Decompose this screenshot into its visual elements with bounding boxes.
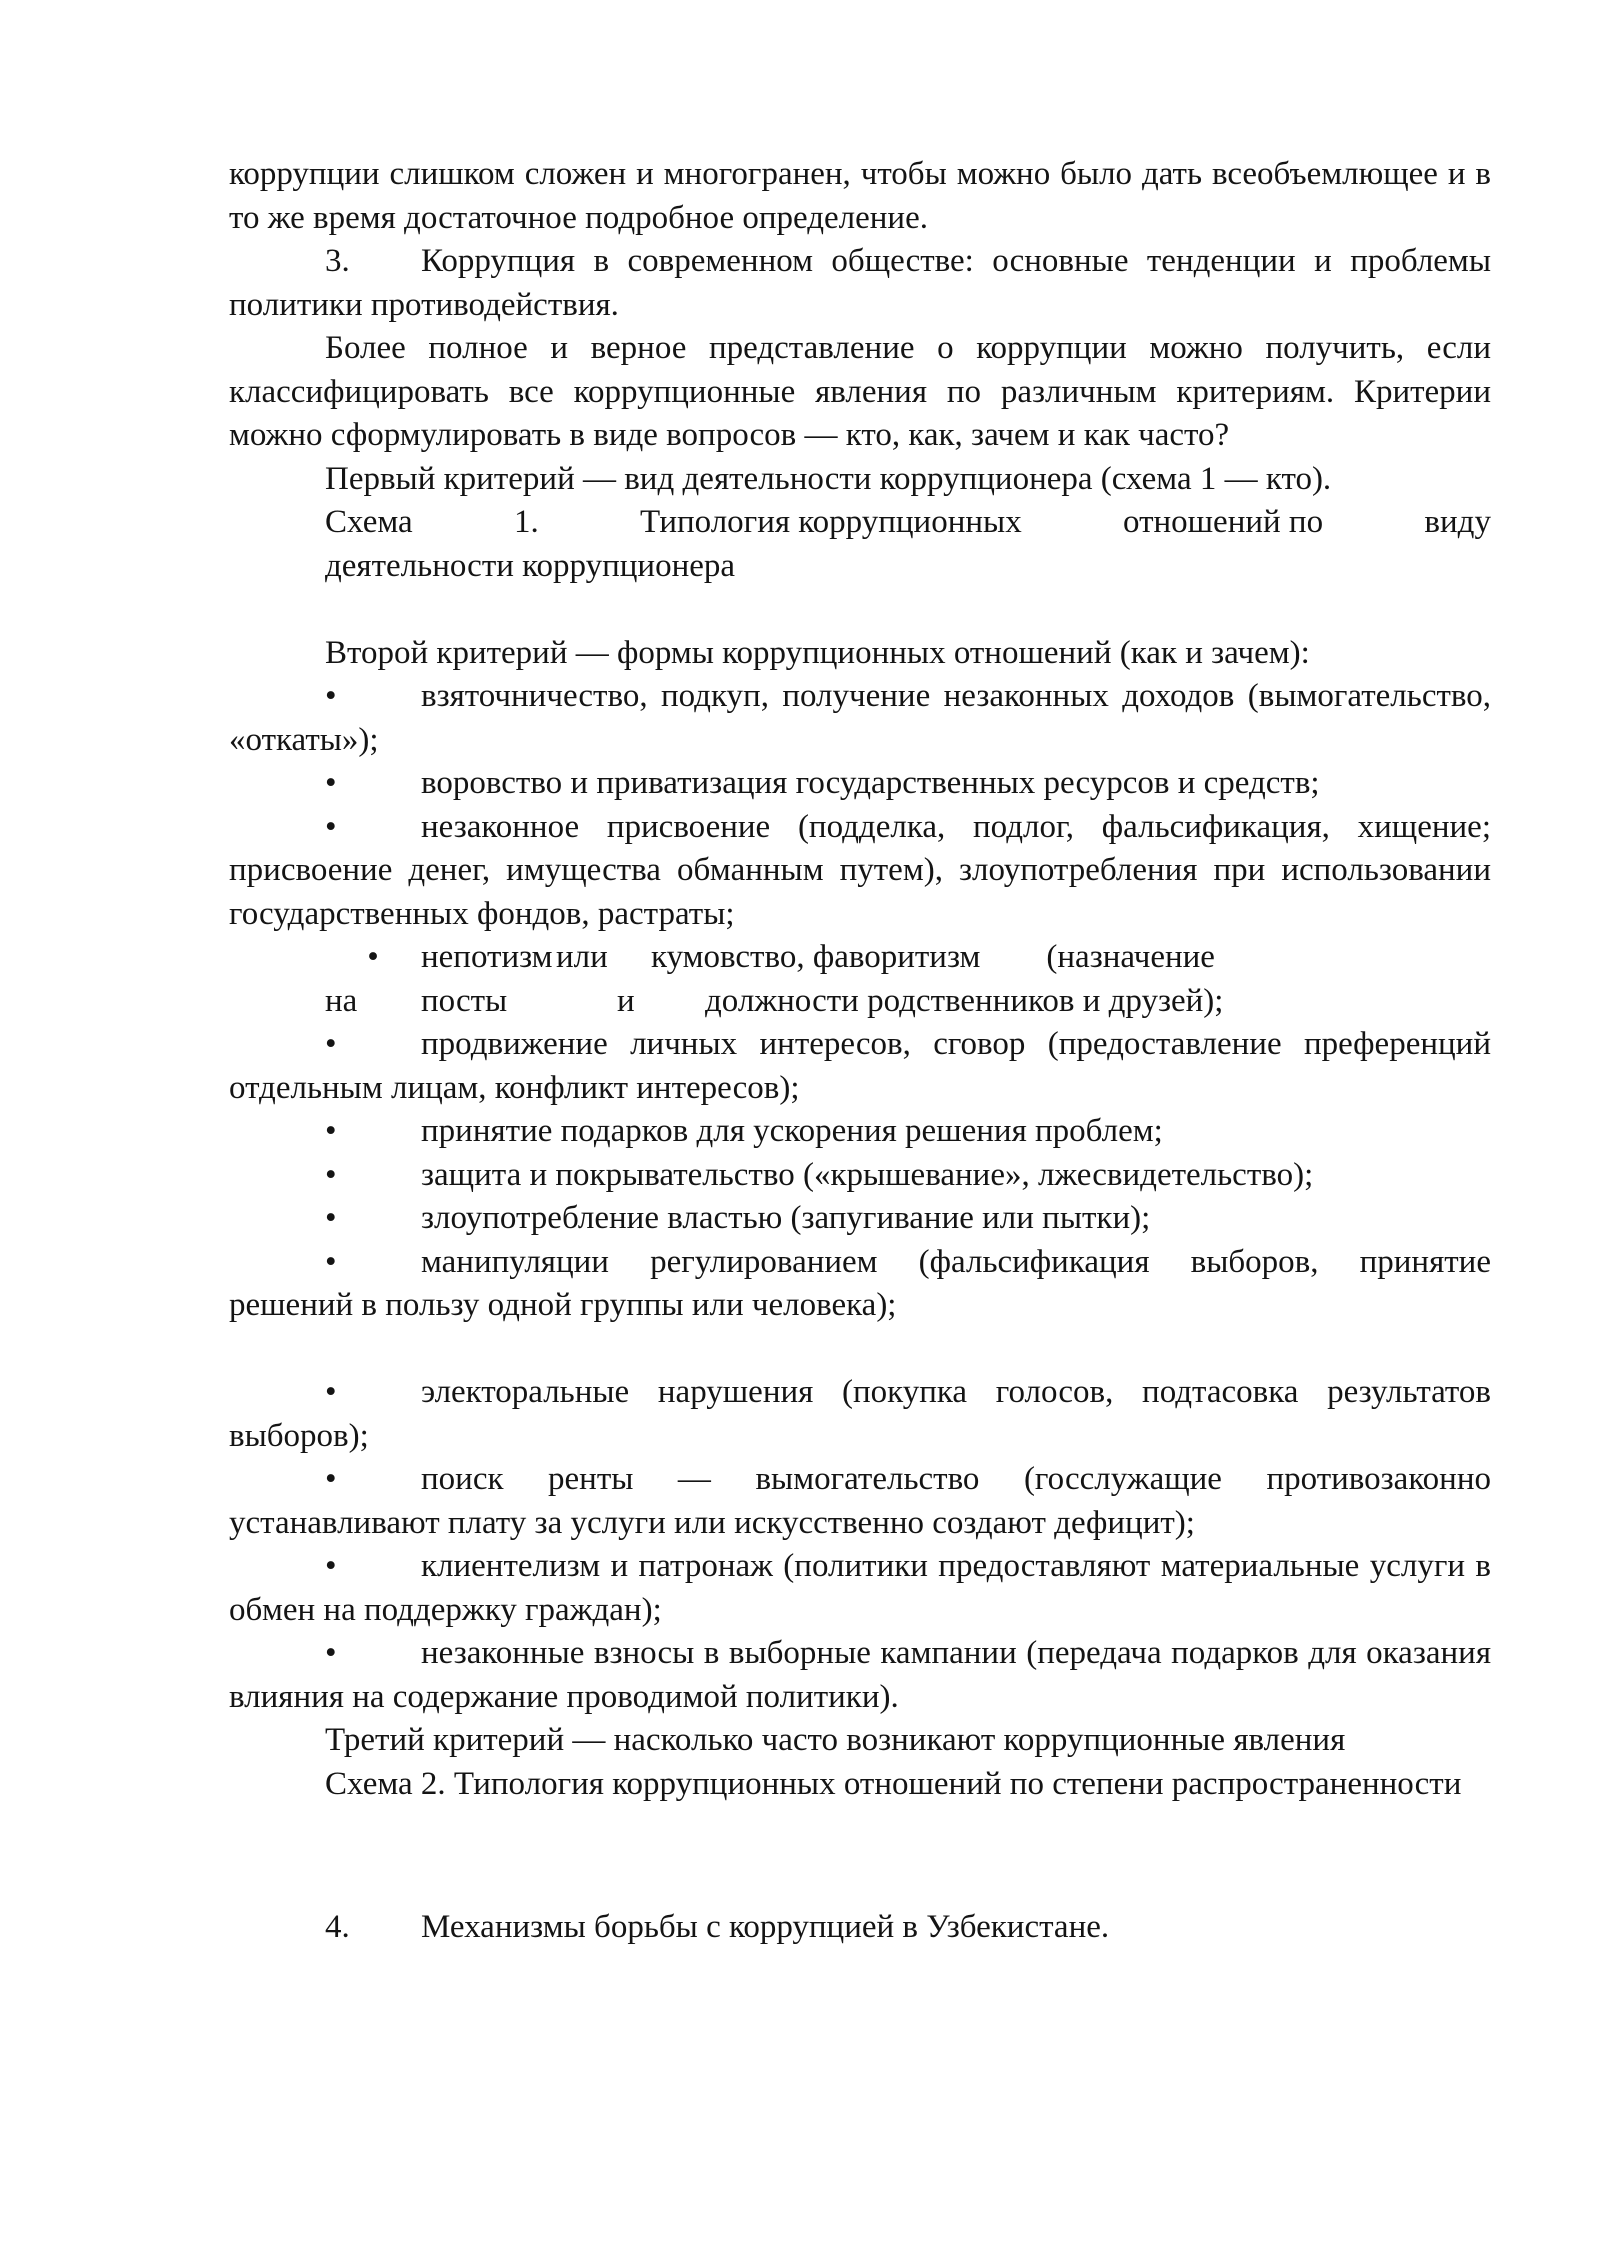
section-4-heading <box>229 1906 1491 1950</box>
list-item-text: поиск ренты — вымогательство (госслужащие противозаконно устанавливают плату за услуги или искусственно создают дефицит); <box>229 1461 1491 1541</box>
list-item <box>229 1154 1491 1198</box>
document-page <box>229 153 1491 1950</box>
or-word: или <box>556 939 608 975</box>
nepotism-rest: кумовство, фаворитизм (назначение <box>651 939 1215 975</box>
schema-1-caption <box>325 501 1491 588</box>
list-item <box>229 1458 1491 1545</box>
section-3-number: 3. <box>325 243 350 279</box>
bullet-marker: • <box>325 808 337 845</box>
list-item-line-1 <box>325 936 1488 980</box>
list-item <box>229 1023 1491 1110</box>
on-word: на <box>325 982 358 1019</box>
list-item <box>229 1371 1491 1458</box>
list-item <box>229 1632 1491 1719</box>
list-item <box>229 1241 1491 1328</box>
bullet-marker: • <box>325 765 337 801</box>
second-criterion-paragraph: Второй критерий — формы коррупционных отношений (как и зачем): <box>325 634 1310 671</box>
nepotism-word: непотизм <box>421 939 553 975</box>
list-item <box>229 1110 1491 1154</box>
bullet-marker: • <box>325 678 337 714</box>
list-item <box>229 1197 1491 1241</box>
schema-1-kind: виду <box>1424 504 1491 540</box>
blank-lines <box>229 1806 1491 1906</box>
list-item-text: принятие подарков для ускорения решения проблем; <box>421 1113 1163 1149</box>
bullet-marker: • <box>325 1200 337 1236</box>
bullet-marker: • <box>325 1243 337 1280</box>
bullet-marker: • <box>325 1635 337 1671</box>
list-item-text: электоральные нарушения (покупка голосов, подтасовка результатов выборов); <box>229 1374 1491 1454</box>
schema-1-caption-line-1 <box>325 501 1491 545</box>
bullet-marker: • <box>325 1156 337 1193</box>
schema-1-relations: отношений по <box>1123 504 1324 540</box>
third-criterion-paragraph: Третий критерий — насколько часто возникают коррупционные явления <box>325 1722 1346 1758</box>
list-item-nepotism <box>229 936 1491 1023</box>
list-item-text: незаконное присвоение (подделка, подлог, фальсификация, хищение; присвоение денег, имущества обманным путем), злоупотребления при использовании государственных фондов, растраты; <box>229 808 1491 932</box>
schema-1-caption-line-2: деятельности коррупционера <box>325 547 736 584</box>
blank-line <box>229 588 1491 632</box>
and-word: и <box>617 982 635 1019</box>
bullet-marker: • <box>325 1113 337 1149</box>
list-item <box>229 675 1491 762</box>
list-item-text: злоупотребление властью (запугивание или пытки); <box>421 1200 1151 1236</box>
list-item-text: клиентелизм и патронаж (политики предоставляют материальные услуги в обмен на поддержку граждан); <box>229 1548 1491 1628</box>
schema-1-number: 1. <box>513 504 539 540</box>
list-item-text: продвижение личных интересов, сговор (предоставление преференций отдельным лицам, конфликт интересов); <box>229 1026 1491 1106</box>
bullet-marker: • <box>325 1374 337 1410</box>
section-4-number: 4. <box>325 1909 350 1945</box>
list-item-text: взяточничество, подкуп, получение незаконных доходов (вымогательство, «откаты»); <box>229 678 1491 758</box>
section-4-title: Механизмы борьбы с коррупцией в Узбекистане. <box>421 1909 1110 1945</box>
posts-word: посты <box>421 982 508 1019</box>
list-item-text: манипуляции регулированием (фальсификация выборов, принятие решений в пользу одной группы или человека); <box>229 1243 1491 1323</box>
bullet-marker: • <box>367 939 379 975</box>
list-item-text: воровство и приватизация государственных ресурсов и средств; <box>421 765 1320 801</box>
intro-paragraph: коррупции слишком сложен и многогранен, чтобы можно было дать всеобъемлющее и в то же время достаточное подробное определение. <box>229 156 1491 236</box>
section-3-heading <box>229 240 1491 327</box>
classification-paragraph: Более полное и верное представление о коррупции можно получить, если классифицировать все коррупционные явления по различным критериям. Критерии можно сформулировать в виде вопросов — кто, как, зачем и как часто? <box>229 330 1491 453</box>
first-criterion-paragraph: Первый критерий — вид деятельности коррупционера (схема 1 — кто). <box>325 460 1332 497</box>
list-item <box>229 762 1491 806</box>
schema-1-word: Схема <box>325 504 413 540</box>
schema-1-typology: Типология коррупционных <box>639 504 1022 540</box>
section-3-title: Коррупция в современном обществе: основные тенденции и проблемы политики противодействия. <box>229 243 1491 323</box>
list-item <box>229 806 1491 937</box>
list-item <box>229 1545 1491 1632</box>
bullet-marker: • <box>325 1461 337 1497</box>
bullet-marker: • <box>325 1548 337 1584</box>
schema-2-caption: Схема 2. Типология коррупционных отношений по степени распространенности <box>325 1765 1462 1802</box>
bullet-marker: • <box>325 1026 337 1062</box>
list-item-text: защита и покрывательство («крышевание», лжесвидетельство); <box>421 1156 1314 1193</box>
positions-rest: должности родственников и друзей); <box>705 982 1224 1019</box>
list-item-line-2 <box>325 980 1491 1024</box>
list-item-text: незаконные взносы в выборные кампании (передача подарков для оказания влияния на содержание проводимой политики). <box>229 1635 1491 1715</box>
blank-line <box>229 1328 1491 1372</box>
